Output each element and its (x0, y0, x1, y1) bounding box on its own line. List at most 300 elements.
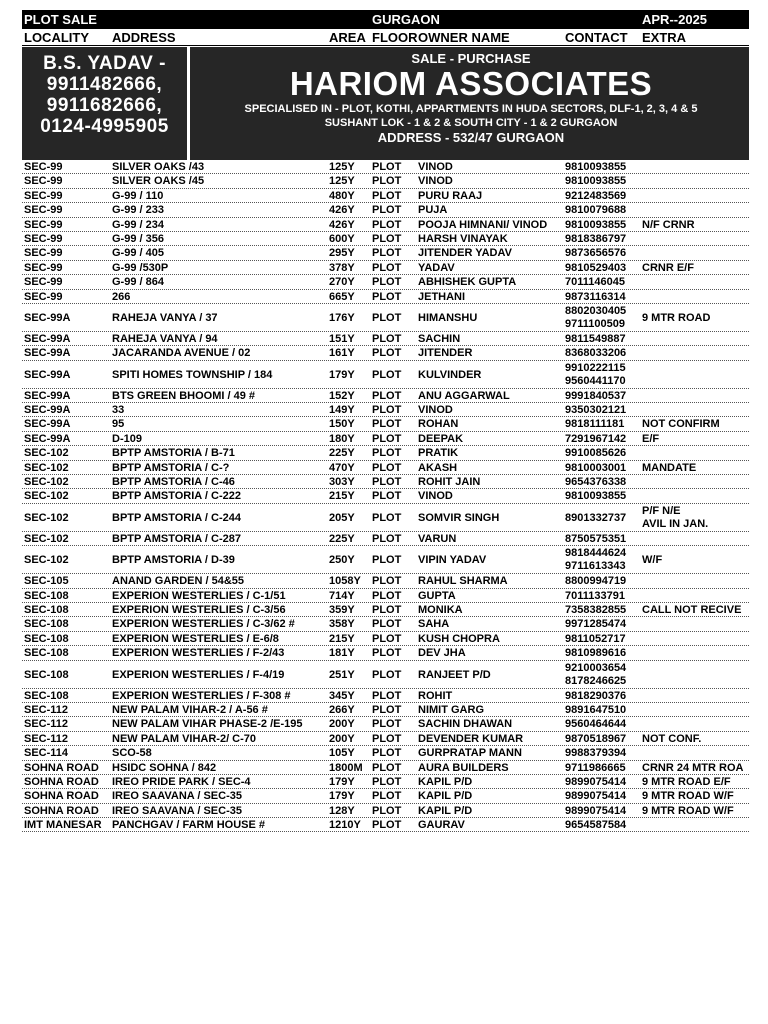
table-row (22, 203, 749, 217)
column-headers (22, 29, 749, 46)
cell-locality: SEC-108 (24, 632, 69, 645)
cell-owner: NIMIT GARG (418, 703, 484, 716)
cell-floor: PLOT (372, 368, 402, 381)
cell-owner: VINOD (418, 161, 453, 173)
cell-floor: PLOT (372, 311, 402, 324)
agent-name: B.S. YADAV - (43, 53, 166, 74)
cell-locality: SEC-105 (24, 575, 69, 588)
cell-area: 128Y (329, 804, 355, 817)
cell-floor: PLOT (372, 332, 402, 345)
cell-contact: 9654376338 (565, 476, 627, 489)
cell-floor: PLOT (372, 276, 402, 289)
cell-address: EXPERION WESTERLIES / F-308 # (112, 689, 291, 702)
cell-address: BPTP AMSTORIA / C-? (112, 461, 230, 474)
cell-locality: SEC-108 (24, 689, 69, 702)
cell-locality: IMT MANESAR (24, 819, 102, 832)
cell-locality: SEC-99A (24, 311, 71, 324)
cell-area: 225Y (329, 532, 355, 545)
cell-address: HSIDC SOHNA / 842 (112, 761, 217, 774)
column-header-floor: FLOOR (372, 30, 418, 45)
cell-contact: 9818386797 (565, 232, 627, 245)
table-row (22, 304, 749, 332)
cell-contact: 9811052717 (565, 632, 626, 645)
table-row (22, 489, 749, 503)
cell-area: 105Y (329, 747, 355, 760)
cell-owner: POOJA HIMNANI/ VINOD (418, 218, 548, 231)
cell-floor: PLOT (372, 204, 402, 217)
cell-extra: E/F (642, 432, 660, 445)
table-row (22, 403, 749, 417)
cell-floor: PLOT (372, 632, 402, 645)
cell-locality: SEC-108 (24, 647, 69, 660)
cell-area: 181Y (329, 647, 355, 660)
cell-floor: PLOT (372, 804, 402, 817)
cell-address: BPTP AMSTORIA / C-222 (112, 490, 241, 503)
cell-extra: 9 MTR ROAD E/F (642, 775, 731, 788)
cell-extra: W/F (642, 554, 663, 567)
cell-address: SPITI HOMES TOWNSHIP / 184 (112, 368, 273, 381)
table-row (22, 389, 749, 403)
cell-address: SILVER OAKS /45 (112, 175, 205, 188)
cell-locality: SEC-99A (24, 347, 71, 360)
cell-address: NEW PALAM VIHAR-2/ C-70 (112, 732, 257, 745)
cell-floor: PLOT (372, 554, 402, 567)
cell-floor: PLOT (372, 718, 402, 731)
cell-area: 151Y (329, 332, 355, 345)
cell-floor: PLOT (372, 775, 402, 788)
cell-extra: CRNR E/F (642, 261, 694, 274)
cell-locality: SEC-99A (24, 332, 71, 345)
table-row (22, 290, 749, 304)
cell-locality: SEC-112 (24, 703, 69, 716)
cell-owner: RAHUL SHARMA (418, 575, 508, 588)
agent-phone: 0124-4995905 (40, 116, 169, 137)
cell-contact: 9810093855 (565, 161, 627, 173)
cell-area: 378Y (329, 261, 355, 274)
cell-owner: SAHA (418, 618, 450, 631)
cell-floor: PLOT (372, 347, 402, 360)
cell-contact: 9711986665 (565, 761, 626, 774)
cell-area: 1800M (329, 761, 363, 774)
table-row (22, 689, 749, 703)
cell-floor: PLOT (372, 790, 402, 803)
cell-address: ANAND GARDEN / 54&55 (112, 575, 245, 588)
cell-floor: PLOT (372, 404, 402, 417)
cell-area: 270Y (329, 276, 355, 289)
cell-locality: SEC-102 (24, 490, 69, 503)
table-row (22, 632, 749, 646)
cell-floor: PLOT (372, 532, 402, 545)
table-row (22, 603, 749, 617)
cell-area: 426Y (329, 218, 355, 231)
cell-locality: SEC-102 (24, 511, 69, 524)
cell-owner: HIMANSHU (418, 311, 478, 324)
cell-contact: 9810093855 (565, 175, 627, 188)
cell-contact: 7011133791 (565, 589, 625, 602)
table-row (22, 246, 749, 260)
cell-contact: 9818111181 (565, 418, 625, 431)
cell-locality: SEC-99A (24, 432, 71, 445)
cell-floor: PLOT (372, 461, 402, 474)
cell-extra: NOT CONF. (642, 732, 702, 745)
cell-extra: CRNR 24 MTR ROA (642, 761, 744, 774)
cell-locality: SEC-99 (24, 204, 63, 217)
cell-area: 359Y (329, 603, 355, 616)
cell-area: 179Y (329, 775, 355, 788)
service-areas-text: SUSHANT LOK - 1 & 2 & SOUTH CITY - 1 & 2 GURGAON (324, 117, 618, 129)
cell-locality: SEC-102 (24, 532, 69, 545)
cell-area: 470Y (329, 461, 355, 474)
table-row (22, 703, 749, 717)
table-row (22, 574, 749, 588)
cell-owner: VARUN (418, 532, 457, 545)
cell-contact: 9818444624 (565, 547, 627, 560)
cell-address: G-99 / 356 (112, 232, 164, 245)
agent-phone: 9911682666, (46, 95, 163, 116)
cell-locality: SEC-99A (24, 418, 71, 431)
cell-contact: 9210003654 (565, 661, 627, 674)
cell-area: 480Y (329, 189, 355, 202)
table-row (22, 661, 749, 689)
table-row (22, 417, 749, 431)
cell-extra: N/F CRNR (642, 218, 695, 231)
cell-floor: PLOT (372, 247, 402, 260)
cell-contact: 9212483569 (565, 189, 627, 202)
cell-locality: SEC-99 (24, 189, 63, 202)
cell-floor: PLOT (372, 647, 402, 660)
cell-locality: SEC-99 (24, 232, 63, 245)
cell-address: EXPERION WESTERLIES / C-3/62 # (112, 618, 295, 631)
agent-contact-block (22, 47, 190, 160)
cell-owner: VINOD (418, 490, 453, 503)
cell-floor: PLOT (372, 618, 402, 631)
cell-contact: 9899075414 (565, 775, 627, 788)
cell-locality: SEC-99A (24, 368, 71, 381)
firm-address: ADDRESS - 532/47 GURGAON (377, 130, 565, 145)
table-row (22, 532, 749, 546)
cell-area: 149Y (329, 404, 355, 417)
cell-locality: SEC-112 (24, 732, 69, 745)
cell-contact: 9654587584 (565, 819, 627, 832)
cell-area: 200Y (329, 718, 355, 731)
cell-floor: PLOT (372, 290, 402, 303)
table-row (22, 218, 749, 232)
cell-floor: PLOT (372, 175, 402, 188)
cell-locality: SEC-108 (24, 589, 69, 602)
listing-sheet (22, 10, 749, 832)
cell-address: SCO-58 (112, 747, 152, 760)
cell-contact: 9810529403 (565, 261, 627, 274)
cell-extra: MANDATE (642, 461, 697, 474)
cell-owner: PURU RAAJ (418, 189, 483, 202)
cell-address: G-99 /530P (112, 261, 169, 274)
cell-contact: 7011146045 (565, 276, 625, 289)
cell-floor: PLOT (372, 703, 402, 716)
cell-contact: 8802030405 (565, 304, 627, 317)
cell-extra: 9 MTR ROAD W/F (642, 790, 734, 803)
cell-address: SILVER OAKS /43 (112, 161, 205, 173)
advert-banner (22, 47, 749, 160)
cell-contact: 9810003001 (565, 461, 627, 474)
cell-locality: SEC-102 (24, 554, 69, 567)
cell-area: 665Y (329, 290, 355, 303)
cell-floor: PLOT (372, 761, 402, 774)
cell-contact: 9899075414 (565, 804, 627, 817)
table-row (22, 775, 749, 789)
cell-owner: DEV JHA (418, 647, 466, 660)
cell-contact: 9350302121 (565, 404, 627, 417)
cell-area: 358Y (329, 618, 355, 631)
cell-extra: 9 MTR ROAD W/F (642, 804, 734, 817)
cell-area: 176Y (329, 311, 355, 324)
cell-contact: 9711100509 (565, 317, 625, 330)
cell-floor: PLOT (372, 161, 402, 173)
cell-locality: SEC-99 (24, 161, 63, 173)
cell-locality: SEC-108 (24, 668, 69, 681)
cell-area: 205Y (329, 511, 355, 524)
column-header-extra: EXTRA (642, 30, 687, 45)
cell-owner: VINOD (418, 404, 453, 417)
cell-contact: 9873116314 (565, 290, 626, 303)
cell-contact: 9870518967 (565, 732, 627, 745)
cell-floor: PLOT (372, 418, 402, 431)
cell-floor: PLOT (372, 232, 402, 245)
specialisation-text: SPECIALISED IN - PLOT, KOTHI, APPARTMENTS IN HUDA SECTORS, DLF-1, 2, 3, 4 & 5 (244, 103, 698, 115)
cell-floor: PLOT (372, 189, 402, 202)
cell-contact: 9988379394 (565, 747, 627, 760)
cell-locality: SEC-108 (24, 618, 69, 631)
cell-locality: SOHNA ROAD (24, 761, 99, 774)
cell-area: 215Y (329, 632, 355, 645)
cell-owner: SACHIN (418, 332, 461, 345)
cell-address: NEW PALAM VIHAR-2 / A-56 # (112, 703, 268, 716)
cell-floor: PLOT (372, 432, 402, 445)
cell-extra: CALL NOT RECIVE (642, 603, 742, 616)
cell-contact: 9818290376 (565, 689, 627, 702)
cell-locality: SEC-102 (24, 461, 69, 474)
cell-floor: PLOT (372, 490, 402, 503)
table-row (22, 804, 749, 818)
cell-floor: PLOT (372, 589, 402, 602)
cell-owner: YADAV (418, 261, 455, 274)
table-row (22, 432, 749, 446)
cell-address: D-109 (112, 432, 142, 445)
cell-address: JACARANDA AVENUE / 02 (112, 347, 251, 360)
table-row (22, 732, 749, 746)
table-row (22, 261, 749, 275)
title-bar (22, 10, 749, 29)
table-row (22, 446, 749, 460)
cell-locality: SEC-102 (24, 447, 69, 460)
cell-address: BPTP AMSTORIA / C-287 (112, 532, 241, 545)
cell-locality: SEC-99A (24, 404, 71, 417)
cell-contact: 9711613343 (565, 560, 626, 573)
cell-area: 200Y (329, 732, 355, 745)
cell-locality: SEC-99 (24, 218, 63, 231)
cell-contact: 9971285474 (565, 618, 627, 631)
table-row (22, 461, 749, 475)
cell-area: 250Y (329, 554, 355, 567)
cell-owner: KULVINDER (418, 368, 482, 381)
cell-address: IREO SAAVANA / SEC-35 (112, 790, 242, 803)
cell-area: 426Y (329, 204, 355, 217)
cell-address: IREO PRIDE PARK / SEC-4 (112, 775, 251, 788)
cell-address: G-99 / 234 (112, 218, 164, 231)
cell-address: PANCHGAV / FARM HOUSE # (112, 819, 265, 832)
cell-locality: SEC-99 (24, 247, 63, 260)
cell-owner: AKASH (418, 461, 458, 474)
cell-owner: GUPTA (418, 589, 456, 602)
cell-locality: SEC-102 (24, 476, 69, 489)
table-row (22, 346, 749, 360)
cell-address: G-99 / 110 (112, 189, 164, 202)
table-row (22, 717, 749, 731)
cell-address: BPTP AMSTORIA / D-39 (112, 554, 235, 567)
cell-address: G-99 / 233 (112, 204, 164, 217)
cell-area: 295Y (329, 247, 355, 260)
cell-contact: 9910222115 (565, 361, 626, 374)
cell-contact: 9991840537 (565, 389, 627, 402)
cell-area: 215Y (329, 490, 355, 503)
column-header-area: AREA (329, 30, 366, 45)
cell-owner: KAPIL P/D (418, 775, 473, 788)
cell-floor: PLOT (372, 511, 402, 524)
table-row (22, 818, 749, 832)
cell-floor: PLOT (372, 747, 402, 760)
table-row (22, 746, 749, 760)
table-row (22, 174, 749, 188)
cell-owner: HARSH VINAYAK (418, 232, 508, 245)
cell-address: BPTP AMSTORIA / C-46 (112, 476, 235, 489)
cell-owner: GURPRATAP MANN (418, 747, 522, 760)
cell-owner: ROHAN (418, 418, 459, 431)
cell-address: EXPERION WESTERLIES / C-3/56 (112, 603, 286, 616)
cell-area: 251Y (329, 668, 355, 681)
cell-locality: SOHNA ROAD (24, 804, 99, 817)
cell-contact: 9811549887 (565, 332, 626, 345)
column-header-address: ADDRESS (112, 30, 176, 45)
cell-locality: SEC-99 (24, 175, 63, 188)
cell-address: BPTP AMSTORIA / C-244 (112, 511, 241, 524)
cell-contact: 9560441170 (565, 374, 626, 387)
cell-address: RAHEJA VANYA / 94 (112, 332, 218, 345)
cell-contact: 8901332737 (565, 511, 627, 524)
cell-address: 266 (112, 290, 131, 303)
cell-area: 125Y (329, 161, 355, 173)
cell-owner: VINOD (418, 175, 453, 188)
cell-contact: 9560464644 (565, 718, 627, 731)
cell-address: 33 (112, 404, 125, 417)
cell-owner: SACHIN DHAWAN (418, 718, 513, 731)
table-row (22, 160, 749, 174)
cell-owner: AURA BUILDERS (418, 761, 509, 774)
cell-address: 95 (112, 418, 125, 431)
cell-owner: KAPIL P/D (418, 804, 473, 817)
cell-area: 1058Y (329, 575, 361, 588)
cell-contact: 9810079688 (565, 204, 627, 217)
table-row (22, 332, 749, 346)
cell-owner: VIPIN YADAV (418, 554, 487, 567)
table-row (22, 475, 749, 489)
cell-floor: PLOT (372, 603, 402, 616)
column-header-owner: OWNER NAME (418, 30, 510, 45)
cell-extra: AVIL IN JAN. (642, 517, 709, 530)
cell-contact: 8750575351 (565, 532, 627, 545)
table-row (22, 761, 749, 775)
agent-phone: 9911482666, (46, 74, 163, 95)
cell-area: 125Y (329, 175, 355, 188)
cell-area: 345Y (329, 689, 355, 702)
cell-area: 152Y (329, 389, 355, 402)
cell-address: RAHEJA VANYA / 37 (112, 311, 218, 324)
cell-area: 303Y (329, 476, 355, 489)
city-title: GURGAON (372, 12, 440, 27)
date-title: APR--2025 (642, 12, 708, 27)
cell-floor: PLOT (372, 447, 402, 460)
column-header-contact: CONTACT (565, 30, 628, 45)
cell-area: 180Y (329, 432, 355, 445)
cell-contact: 9910085626 (565, 447, 627, 460)
cell-contact: 7358382855 (565, 603, 627, 616)
sheet-title: PLOT SALE (24, 12, 97, 27)
cell-contact: 9810093855 (565, 218, 627, 231)
cell-address: BTS GREEN BHOOMI / 49 # (112, 389, 256, 402)
table-row (22, 646, 749, 660)
table-row (22, 504, 749, 532)
cell-area: 225Y (329, 447, 355, 460)
cell-owner: PRATIK (418, 447, 459, 460)
cell-owner: JETHANI (418, 290, 466, 303)
cell-owner: PUJA (418, 204, 448, 217)
cell-contact: 8800994719 (565, 575, 627, 588)
cell-extra: 9 MTR ROAD (642, 311, 711, 324)
cell-address: IREO SAAVANA / SEC-35 (112, 804, 242, 817)
table-row (22, 232, 749, 246)
cell-area: 179Y (329, 368, 355, 381)
cell-floor: PLOT (372, 476, 402, 489)
column-header-locality: LOCALITY (24, 30, 89, 45)
listing-table (22, 160, 749, 832)
table-row (22, 546, 749, 574)
cell-owner: ANU AGGARWAL (418, 389, 510, 402)
cell-area: 179Y (329, 790, 355, 803)
cell-address: EXPERION WESTERLIES / F-2/43 (112, 647, 285, 660)
cell-address: BPTP AMSTORIA / B-71 (112, 447, 235, 460)
cell-owner: JITENDER YADAV (418, 247, 512, 260)
cell-locality: SEC-99 (24, 290, 63, 303)
cell-address: EXPERION WESTERLIES / F-4/19 (112, 668, 285, 681)
cell-extra: P/F N/E (642, 504, 681, 517)
table-row (22, 789, 749, 803)
firm-block (193, 47, 749, 146)
cell-owner: DEEPAK (418, 432, 464, 445)
cell-owner: MONIKA (418, 603, 463, 616)
cell-owner: DEVENDER KUMAR (418, 732, 524, 745)
firm-name: HARIOM ASSOCIATES (289, 65, 653, 102)
cell-floor: PLOT (372, 261, 402, 274)
cell-floor: PLOT (372, 668, 402, 681)
cell-address: NEW PALAM VIHAR PHASE-2 /E-195 (112, 718, 303, 731)
cell-contact: 8178246625 (565, 674, 627, 687)
cell-owner: ROHIT JAIN (418, 476, 481, 489)
cell-area: 714Y (329, 589, 355, 602)
cell-area: 161Y (329, 347, 355, 360)
table-row (22, 275, 749, 289)
cell-floor: PLOT (372, 575, 402, 588)
cell-owner: ROHIT (418, 689, 453, 702)
cell-locality: SEC-99A (24, 389, 71, 402)
cell-floor: PLOT (372, 218, 402, 231)
